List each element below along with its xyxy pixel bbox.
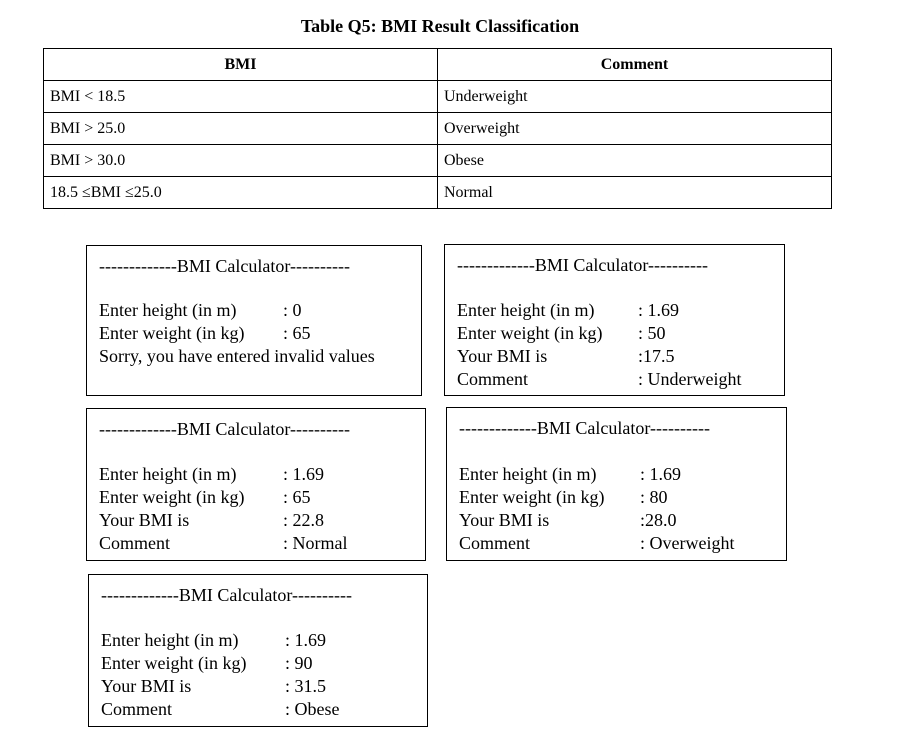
output-row bbox=[457, 322, 666, 345]
output-row bbox=[101, 652, 313, 675]
output-row bbox=[99, 299, 302, 322]
height-label: Enter height (in m) bbox=[459, 464, 597, 484]
bmi-label: Your BMI is bbox=[459, 510, 550, 530]
weight-label: Enter weight (in kg) bbox=[457, 323, 603, 343]
header-bmi: BMI bbox=[44, 49, 438, 81]
calculator-header: -------------BMI Calculator---------- bbox=[99, 256, 350, 276]
height-value: : 1.69 bbox=[283, 464, 325, 484]
comment-cell: Underweight bbox=[438, 81, 832, 113]
comment-value: : Overweight bbox=[640, 533, 735, 553]
weight-value: : 65 bbox=[283, 487, 311, 507]
error-message bbox=[99, 345, 375, 368]
bmi-label: Your BMI is bbox=[457, 346, 548, 366]
bmi-cell: BMI > 25.0 bbox=[44, 113, 438, 145]
error-message-text: Sorry, you have entered invalid values bbox=[99, 346, 375, 366]
height-value: : 1.69 bbox=[638, 300, 680, 320]
output-row bbox=[101, 675, 327, 698]
height-label: Enter height (in m) bbox=[99, 464, 237, 484]
weight-label: Enter weight (in kg) bbox=[99, 323, 245, 343]
comment-cell: Overweight bbox=[438, 113, 832, 145]
weight-label: Enter weight (in kg) bbox=[99, 487, 245, 507]
output-row bbox=[99, 509, 325, 532]
output-row bbox=[459, 486, 668, 509]
comment-value: : Normal bbox=[283, 533, 348, 553]
height-value: : 1.69 bbox=[640, 464, 682, 484]
weight-value: : 80 bbox=[640, 487, 668, 507]
bmi-classification-table bbox=[43, 48, 832, 209]
bmi-cell: BMI < 18.5 bbox=[44, 81, 438, 113]
bmi-label: Your BMI is bbox=[99, 510, 190, 530]
bmi-value: :28.0 bbox=[640, 510, 677, 530]
calculator-output-normal bbox=[86, 408, 426, 561]
table-row bbox=[44, 177, 832, 209]
calculator-header: -------------BMI Calculator---------- bbox=[101, 585, 352, 605]
header-comment: Comment bbox=[438, 49, 832, 81]
output-row bbox=[99, 532, 348, 555]
comment-value: : Underweight bbox=[638, 369, 742, 389]
height-label: Enter height (in m) bbox=[101, 630, 239, 650]
comment-cell: Normal bbox=[438, 177, 832, 209]
calculator-header: -------------BMI Calculator---------- bbox=[459, 418, 710, 438]
weight-value: : 90 bbox=[285, 653, 313, 673]
height-label: Enter height (in m) bbox=[99, 300, 237, 320]
output-row bbox=[457, 368, 742, 391]
weight-value: : 50 bbox=[638, 323, 666, 343]
calculator-header: -------------BMI Calculator---------- bbox=[99, 419, 350, 439]
weight-label: Enter weight (in kg) bbox=[459, 487, 605, 507]
comment-label: Comment bbox=[457, 369, 528, 389]
output-row bbox=[101, 629, 327, 652]
height-value: : 1.69 bbox=[285, 630, 327, 650]
comment-cell: Obese bbox=[438, 145, 832, 177]
output-row bbox=[101, 698, 340, 721]
comment-label: Comment bbox=[459, 533, 530, 553]
table-header-row bbox=[44, 49, 832, 81]
output-row bbox=[459, 532, 735, 555]
calculator-output-overweight bbox=[446, 407, 787, 561]
height-value: : 0 bbox=[283, 300, 302, 320]
bmi-value: :17.5 bbox=[638, 346, 675, 366]
output-row bbox=[99, 463, 325, 486]
comment-value: : Obese bbox=[285, 699, 340, 719]
bmi-label: Your BMI is bbox=[101, 676, 192, 696]
calculator-header: -------------BMI Calculator---------- bbox=[457, 255, 708, 275]
output-row bbox=[457, 299, 680, 322]
comment-label: Comment bbox=[99, 533, 170, 553]
output-row bbox=[457, 345, 675, 368]
table-row bbox=[44, 145, 832, 177]
table-row bbox=[44, 81, 832, 113]
calculator-output-underweight bbox=[444, 244, 785, 396]
table-row bbox=[44, 113, 832, 145]
output-row bbox=[459, 463, 682, 486]
bmi-value: : 22.8 bbox=[283, 510, 325, 530]
output-row bbox=[99, 322, 311, 345]
bmi-cell: BMI > 30.0 bbox=[44, 145, 438, 177]
comment-label: Comment bbox=[101, 699, 172, 719]
calculator-output-obese bbox=[88, 574, 428, 727]
calculator-output-invalid bbox=[86, 245, 422, 396]
weight-label: Enter weight (in kg) bbox=[101, 653, 247, 673]
output-row bbox=[459, 509, 677, 532]
bmi-value: : 31.5 bbox=[285, 676, 327, 696]
bmi-cell: 18.5 ≤BMI ≤25.0 bbox=[44, 177, 438, 209]
output-row bbox=[99, 486, 311, 509]
weight-value: : 65 bbox=[283, 323, 311, 343]
table-title: Table Q5: BMI Result Classification bbox=[300, 16, 580, 36]
height-label: Enter height (in m) bbox=[457, 300, 595, 320]
